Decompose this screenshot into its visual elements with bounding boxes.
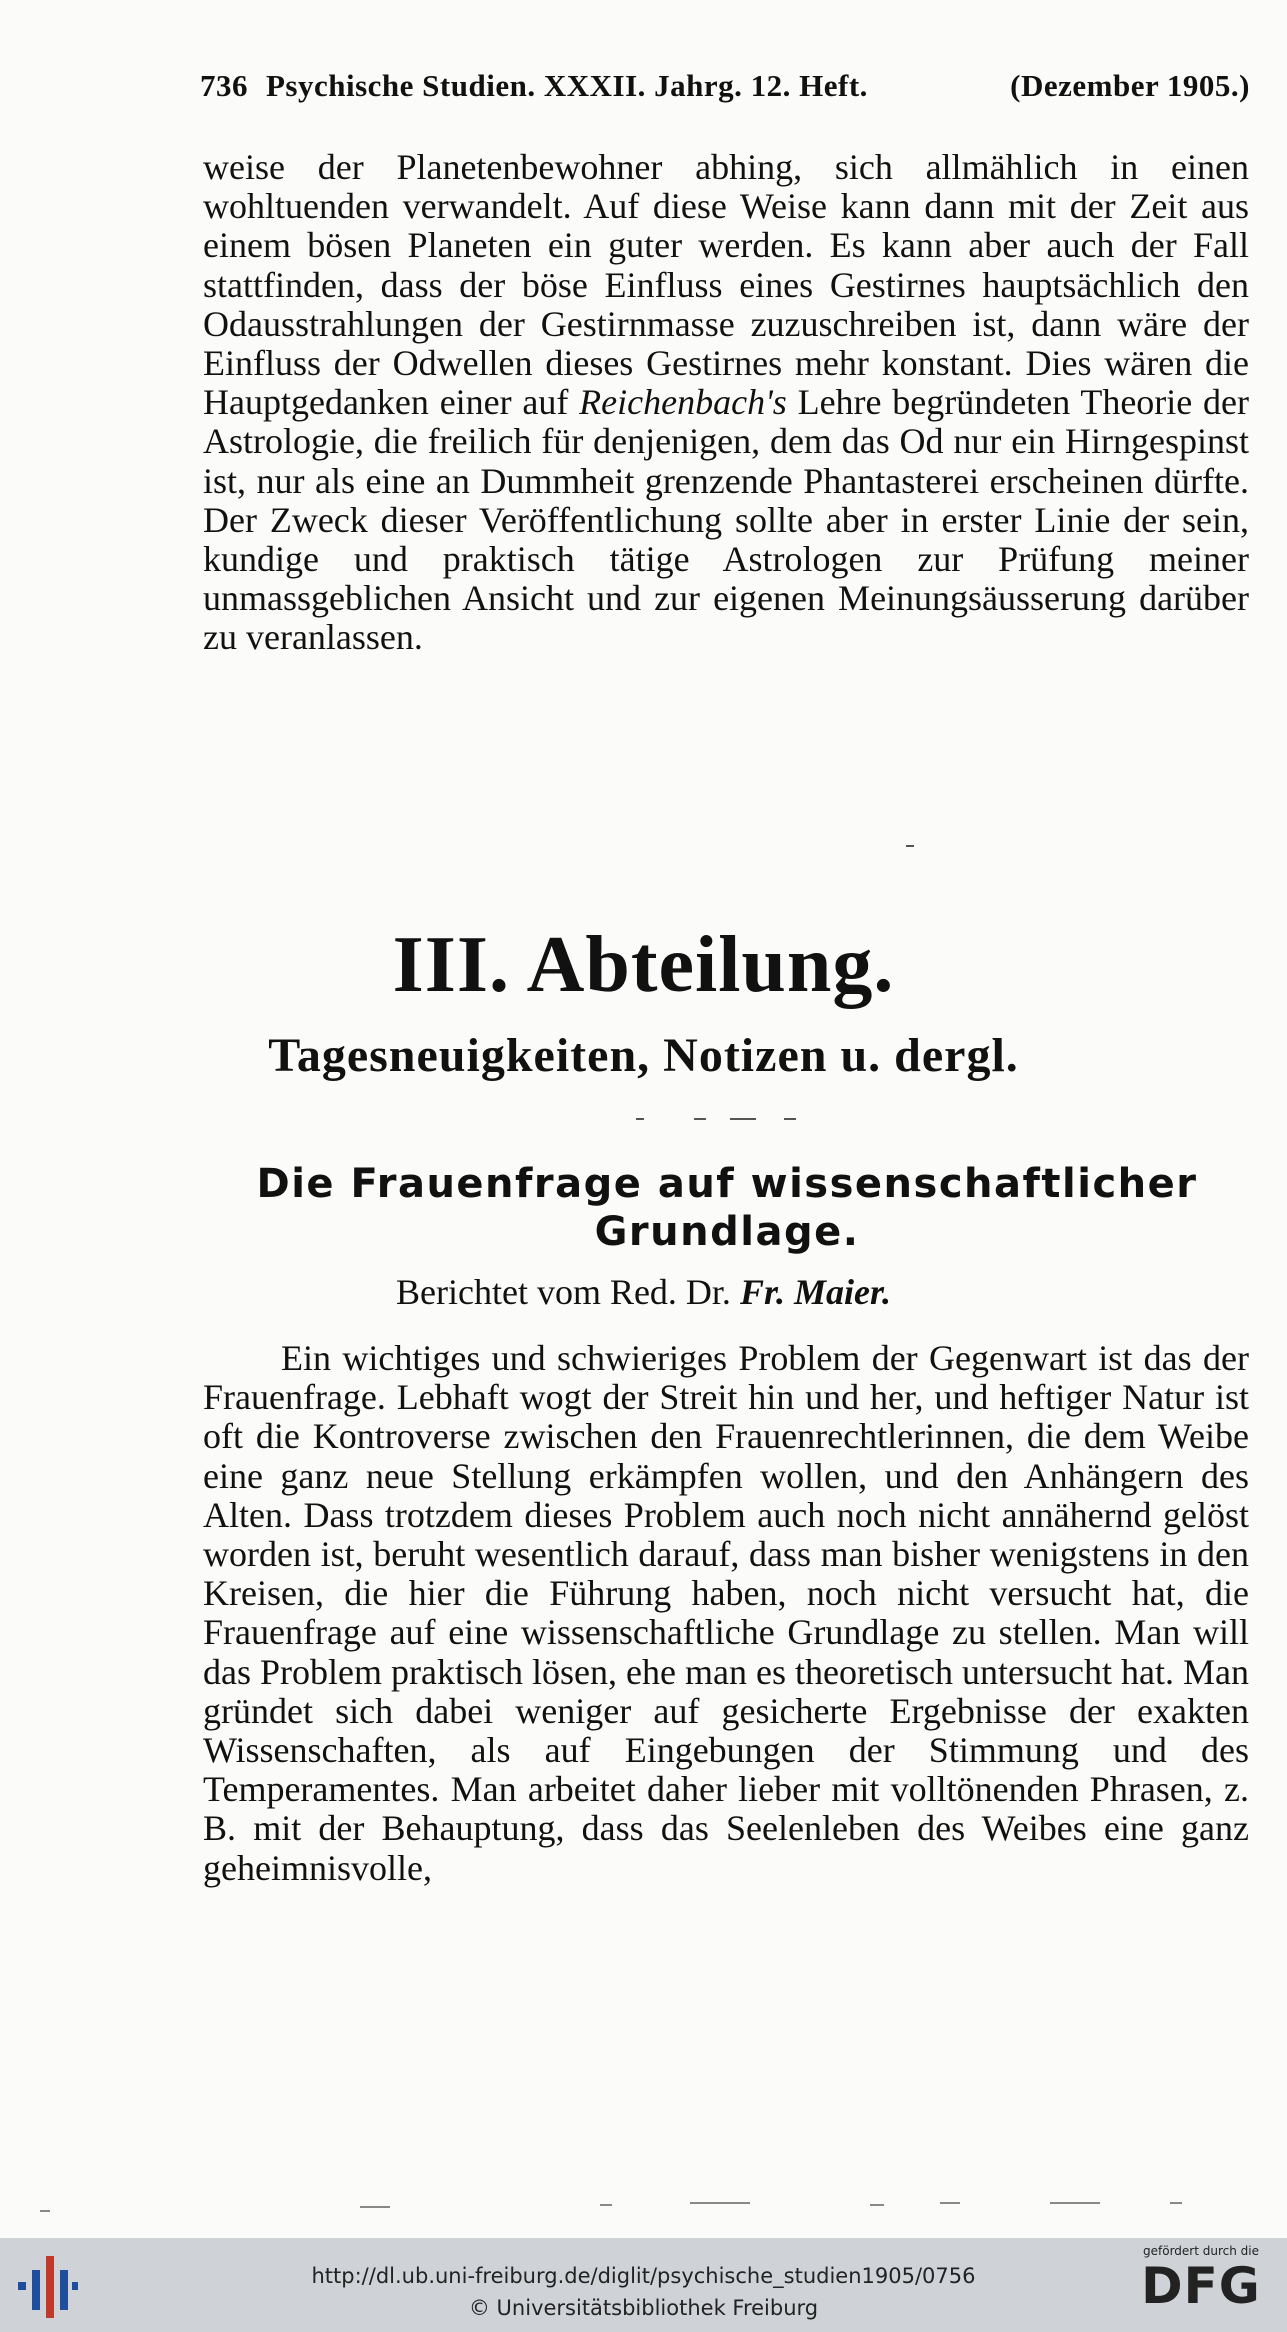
section-subtitle: Tagesneuigkeiten, Notizen u. dergl. — [268, 1029, 1019, 1082]
article-title: Die Frauenfrage auf wissenschaftlicher Grundlage. — [256, 1161, 1198, 1255]
article-body — [203, 1339, 1249, 1888]
dfg-wordmark: DFG — [1141, 2257, 1261, 2315]
copyright-notice: © Universitätsbibliothek Freiburg — [468, 2296, 819, 2320]
dfg-logo — [1131, 2244, 1271, 2328]
paragraph-text: Ein wichtiges und schwieriges Problem der Gegenwart ist das der Frauenfrage. Lebhaft wogt der Streit hin und her, und heftiger Natur ist oft die Kontroverse zwischen den Frauenrechtlerinnen, die dem Weibe eine ganz neue Stellung erkämpfen wollen, und den Anhängern des Alten. Dass trotzdem dieses Problem auch noch nicht annähernd gelöst worden ist, beruht wesentlich darauf, dass man bisher wenigstens in den Kreisen, die hier die Führung haben, noch nicht versucht hat, die Frauenfrage auf eine wissenschaftliche Grundlage zu stellen. Man will das Problem praktisch lösen, ehe man es theoretisch untersucht hat. Man gründet sich dabei weniger auf gesicherte Ergebnisse der exakten Wissenschaften, als auf Eingebungen der Stimmung und des Temperamentes. Man arbeitet daher lieber mit volltönenden Phrasen, z. B. mit der Behauptung, dass das Seelenleben des Weibes eine ganz geheimnisvolle, — [203, 1338, 1249, 1888]
continued-paragraph — [203, 148, 1249, 658]
author-name-reference: Reichenbach's — [579, 382, 787, 423]
byline — [0, 1271, 1287, 1313]
page-number: 736 — [200, 68, 248, 103]
byline-prefix: Berichtet vom Red. Dr. — [396, 1272, 731, 1312]
journal-title: Psychische Studien. XXXII. Jahrg. 12. Heft. — [266, 68, 868, 103]
paragraph-text: weise der Planetenbewohner abhing, sich allmählich in einen wohltuenden verwandelt. Auf diese Weise kann dann mit der Zeit aus einem bösen Planeten ein guter werden. Es kann aber auch der Fall stattfinden, dass der böse Einfluss eines Gestirnes hauptsächlich den Odausstrahlungen der Gestirnmasse zuzuschreiben ist, dann wäre der Einfluss der Odwellen dieses Gestirnes mehr konstant. Dies wären die Hauptgedanken einer auf — [203, 147, 1249, 423]
footer-bar — [0, 2238, 1287, 2332]
divider-dot — [906, 845, 914, 847]
byline-author: Fr. Maier. — [739, 1272, 891, 1312]
paragraph-text: Lehre begründeten Theorie der Astrologie, die freilich für denjenigen, dem das Od nur ein Hirngespinst ist, nur als eine an Dummheit grenzende Phantasterei erscheinen dürfte. Der Zweck dieser Veröffentlichung sollte aber in erster Linie der sein, kundige und praktisch tätige Astrologen zur Prüfung meiner unmassgeblichen Ansicht und zur eigenen Meinungsäusserung darüber zu veranlassen. — [203, 382, 1250, 658]
section-title: III. Abteilung. — [392, 921, 895, 1009]
issue-date: (Dezember 1905.) — [1010, 68, 1250, 103]
running-head — [200, 68, 1250, 104]
source-url[interactable]: http://dl.ub.uni-freiburg.de/diglit/psychische_studien1905/0756 — [311, 2264, 976, 2288]
sponsor-tagline: gefördert durch die — [1143, 2244, 1259, 2258]
